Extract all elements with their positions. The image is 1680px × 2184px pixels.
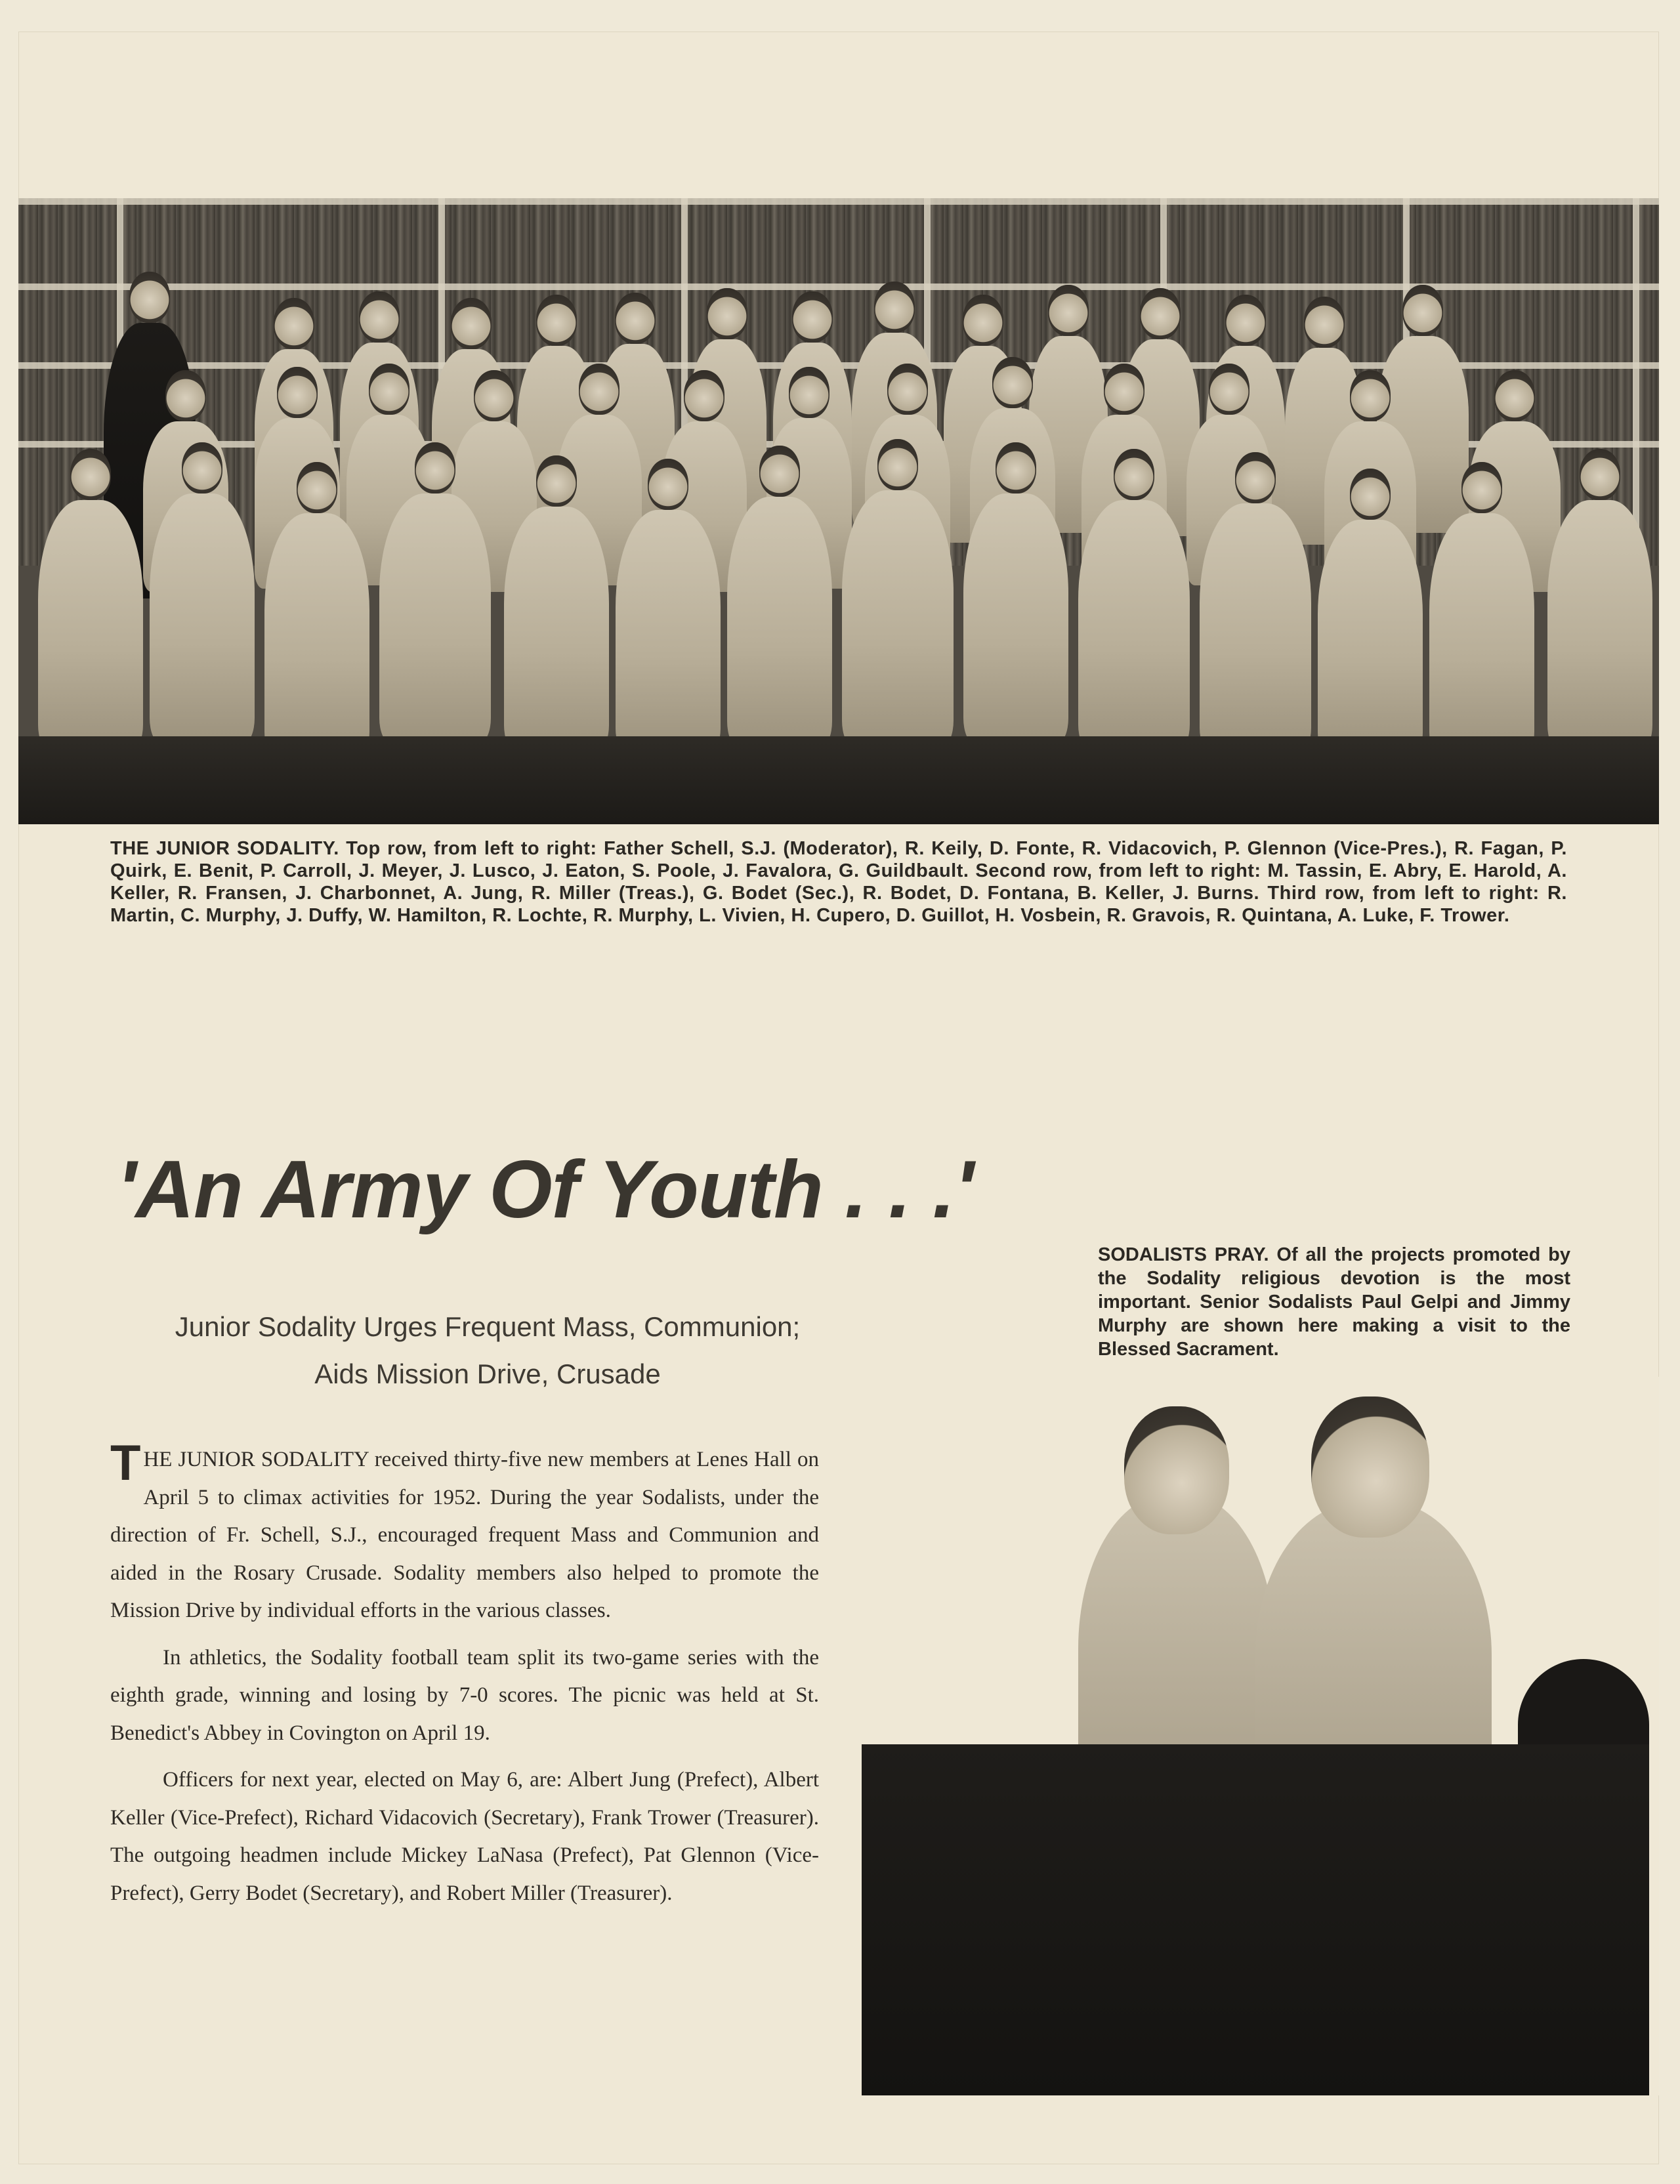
person: [1318, 520, 1423, 756]
article-subheadline: [130, 1303, 845, 1398]
person: [727, 497, 832, 746]
sodalists-pray-photo: [862, 1377, 1659, 2095]
sodalists-pray-caption: SODALISTS PRAY. Of all the projects promoted by the Sodality religious devotion is the most important. Senior Sodalists Paul Gelpi and Jimmy Murphy are shown here making a visit to the Blessed Sacrament.: [1098, 1244, 1570, 1360]
sodalist-left-head: [1124, 1406, 1229, 1534]
person: [842, 490, 954, 746]
article-paragraph-2: In athletics, the Sodality football team split its two-game series with the eighth grade, winning and losing by 7-0 scores. The picnic was held at St. Benedict's Abbey in Covington on April 19.: [110, 1645, 819, 1745]
person: [1547, 500, 1652, 749]
junior-sodality-group-photo: [18, 198, 1659, 824]
person: [504, 507, 609, 749]
person: [1078, 500, 1190, 749]
paragraph-1-text: HE JUNIOR SODALITY received thirty-five new members at Lenes Hall on April 5 to climax activities for 1952. During the year Sodalists, under the direction of Fr. Schell, S.J., encouraged frequent Mass and Communion and aided in the Rosary Crusade. Sodality members also helped to promote the Mission Drive by individual efforts in the various classes.: [110, 1448, 819, 1622]
person: [616, 510, 721, 753]
pew: [862, 1744, 1649, 2095]
article-headline: 'An Army Of Youth . . .': [117, 1144, 973, 1235]
yearbook-page: [18, 32, 1659, 2164]
person: [38, 500, 143, 749]
subheadline-line-1: Junior Sodality Urges Frequent Mass, Communion;: [175, 1311, 801, 1342]
article-paragraph-1: [110, 1435, 819, 1630]
person: [379, 494, 491, 743]
person: [1429, 513, 1534, 756]
drop-cap: T: [110, 1435, 141, 1491]
article-body: [110, 1435, 819, 1922]
person: [150, 494, 255, 743]
subheadline-line-2: Aids Mission Drive, Crusade: [314, 1358, 661, 1389]
article-paragraph-3: Officers for next year, elected on May 6, are: Albert Jung (Prefect), Albert Keller (Vice-Prefect), Richard Vidacovich (Secretary), Frank Trower (Treasurer). The outgoing headmen include Mickey LaNasa (Prefect), Pat Glennon (Vice-Prefect), Gerry Bodet (Secretary), and Robert Miller (Treasurer).: [110, 1768, 819, 1905]
floor: [18, 736, 1659, 824]
person: [963, 494, 1068, 743]
sodalist-right-head: [1311, 1396, 1429, 1538]
person: [1200, 503, 1311, 753]
person: [264, 513, 369, 756]
group-photo-caption: THE JUNIOR SODALITY. Top row, from left to right: Father Schell, S.J. (Moderator), R. Keily, D. Fonte, R. Vidacovich, P. Glennon (Vice-Pres.), R. Fagan, P. Quirk, E. Benit, P. Carroll, J. Meyer, J. Lusco, J. Eaton, S. Poole, J. Favalora, G. Guildbault. Second row, from left to right: M. Tassin, E. Abry, E. Harold, A. Keller, R. Fransen, J. Charbonnet, A. Jung, R. Miller (Treas.), G. Bodet (Sec.), R. Bodet, D. Fontana, B. Keller, J. Burns. Third row, from left to right: R. Martin, C. Murphy, J. Duffy, W. Hamilton, R. Lochte, R. Murphy, L. Vivien, H. Cupero, D. Guillot, H. Vosbein, R. Gravois, R. Quintana, A. Luke, F. Trower.: [110, 838, 1567, 926]
